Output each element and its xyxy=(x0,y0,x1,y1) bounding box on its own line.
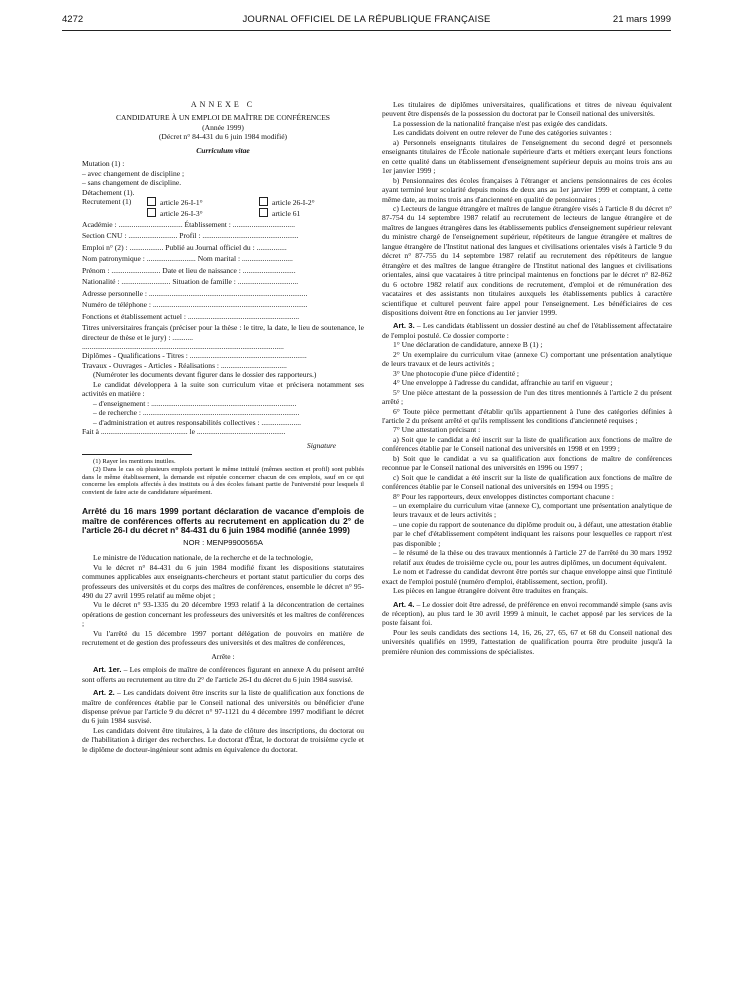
signature-label: Signature xyxy=(306,440,336,450)
visa-paragraph: Vu l'arrêté du 15 décembre 1997 portant délégation de pouvoirs en matière de recrutement et de gestion des professeurs des universités et des maîtres de conférences, xyxy=(82,628,364,648)
form-year: (Année 1999) xyxy=(202,122,244,132)
arrete-title: Arrêté du 16 mars 1999 portant déclaration de vacance d'emplois de maître de conférences offerts au recrutement en application du 2° de l'article 26-I du décret n° 84-431 du 6 juin 1984 modifié (année 1999) xyxy=(82,505,364,536)
paragraph: Les pièces en langue étrangère doivent être traduites en français. xyxy=(393,586,588,596)
category-b: b) Pensionnaires des écoles françaises à l'étranger et anciens pensionnaires de ces écoles ayant terminé leur scolarité depuis moins de deux ans au 1er janvier 1999 et comptant, à cette même date, au moins trois ans d'ancienneté en qualité de pensionnaires ; xyxy=(382,175,672,204)
form-field: Prénom : .......................... Date et lieu de naissance : ............................ xyxy=(82,265,296,275)
footnote-rule xyxy=(82,454,192,455)
page-number: 4272 xyxy=(62,14,84,25)
article-text: – Les emplois de maître de conférences figurant en annexe A du présent arrêté sont offerts au recrutement au titre du 2° de l'article 26-I du décret du 6 juin 1984 susvisé. xyxy=(82,665,364,684)
paragraph: Les candidats doivent en outre relever de l'une des catégories suivantes : xyxy=(393,128,612,138)
form-line: – sans changement de discipline. xyxy=(82,178,182,188)
dossier-item: 6° Toute pièce permettant d'établir qu'ils appartiennent à l'une des catégories définies à l'article 2 du présent arrêté et qu'ils remplissent les conditions d'ancienneté requises ; xyxy=(382,406,672,425)
article-2 xyxy=(82,688,364,726)
candidat-text: Le candidat développera à la suite son curriculum vitae et précisera notamment ses activités en matière : xyxy=(82,379,364,399)
activite-line: – d'enseignement : ............................................................................. xyxy=(93,398,297,408)
mutation-block xyxy=(82,159,364,197)
dossier-item: a) Soit que le candidat a été inscrit sur la liste de qualification aux fonctions de maître de conférences établie par le Conseil national des universités en 1998 et en 1999 ; xyxy=(382,434,672,454)
form-field: Académie : .................................. Établissement : ................................. xyxy=(82,219,295,229)
form-field: Section CNU : .......................... Profil : ................................................... xyxy=(82,231,299,241)
dossier-item: 4° Une enveloppe à l'adresse du candidat, affranchie au tarif en vigueur ; xyxy=(393,378,613,388)
checkbox[interactable] xyxy=(259,197,268,206)
dossier-item: 1° Une déclaration de candidature, annexe B (1) ; xyxy=(393,340,543,350)
dossier-item: c) Soit que le candidat a été inscrit sur la liste de qualification aux fonctions de maître de conférences établie par le Conseil national des universités en 1994 ou 1995 ; xyxy=(382,472,672,492)
left-column xyxy=(82,100,364,754)
form-field: Nationalité : .......................... Situation de famille : ................................ xyxy=(82,277,299,287)
paragraph: Les titulaires de diplômes universitaires, qualifications et titres de niveau équivalent peuvent être dispensés de la possession du doctorat par le Conseil national des universités. xyxy=(382,100,672,119)
checkbox[interactable] xyxy=(147,208,156,217)
form-decret: (Décret n° 84-431 du 6 juin 1984 modifié) xyxy=(158,132,288,142)
form-field: Emploi n° (2) : .................. Publié au Journal officiel du : ................ xyxy=(82,242,287,252)
checkbox-label: article 26-I-1° xyxy=(160,198,203,208)
dossier-item: 8° Pour les rapporteurs, deux enveloppes distinctes comportant chacune : xyxy=(393,491,614,501)
numeroter-note: (Numéroter les documents devant figurer dans le dossier des rapporteurs.) xyxy=(93,370,317,380)
article-label: Art. 1er. xyxy=(93,665,122,675)
activite-line: – de recherche : ................................................................................... xyxy=(93,408,300,418)
article-text: – Les candidats doivent être inscrits sur la liste de qualification aux fonctions de maître de conférences établie par le Conseil national des universités ou bénéficier d'une dispense prévue par l'article 9 du décret n° 97-1121 du 4 décembre 1997 modifiant le décret du 6 juin 1984 susvisé. xyxy=(82,688,364,726)
checkbox[interactable] xyxy=(147,197,156,206)
nor-reference: NOR : MENP9900565A xyxy=(183,537,263,547)
issue-date: 21 mars 1999 xyxy=(612,14,671,25)
checkbox-label: article 61 xyxy=(272,208,301,218)
recrutement-row-2 xyxy=(82,208,364,218)
travaux-field: Travaux - Ouvrages - Articles - Réalisations : ................................... xyxy=(82,360,287,370)
form-field: Numéro de téléphone : .................................................................................. xyxy=(82,300,308,310)
titres-field: Titres universitaires français (préciser pour la thèse : le titre, la date, le lieu de soutenance, le directeur de thèse et le jury) : ........... xyxy=(82,323,364,342)
journal-title: JOURNAL OFFICIEL DE LA RÉPUBLIQUE FRANÇAISE xyxy=(242,14,491,25)
titres-dots: ........................................................................................................... xyxy=(82,341,284,351)
dossier-item: 7° Une attestation précisant : xyxy=(393,425,481,435)
category-a: a) Personnels enseignants titulaires de l'enseignement du second degré et personnels enseignants titulaires de l'École nationale supérieure d'arts et métiers exerçant leurs fonctions en cette qualité dans un établissement d'enseignement supérieur depuis au moins trois ans au 1er janvier 1999 ; xyxy=(382,137,672,176)
dash-item: – le résumé de la thèse ou des travaux mentionnés à l'article 27 de l'arrêté du 30 mars 1992 relatif aux études de troisième cycle ou, pour les autres diplômes, un document équivalent. xyxy=(393,548,672,567)
header-rule xyxy=(62,30,671,31)
visa-paragraph: Vu le décret n° 84-431 du 6 juin 1984 modifié fixant les dispositions statutaires communes applicables aux enseignants-chercheurs et portant statut particulier du corps des professeurs des universités et du corps des maîtres de conférences, ensemble le décret n° 95-490 du 27 avril 1995 relatif au même objet ; xyxy=(82,562,364,600)
visa-paragraph: Vu le décret n° 93-1335 du 20 décembre 1993 relatif à la déconcentration de certaines opérations de gestion concernant les professeurs des universités et les maîtres de conférences ; xyxy=(82,600,364,629)
dossier-item: 5° Une pièce attestant de la possession de l'un des titres mentionnés à l'article 2 du présent arrêté ; xyxy=(382,387,672,407)
fait-line: Fait à .............................................. le ............................................... xyxy=(82,427,286,437)
article-2-paragraph: Les candidats doivent être titulaires, à la date de clôture des inscriptions, du doctorat ou de l'habilitation à diriger des recherches. Le doctorat d'État, le doctorat de troisième cycle et le diplôme de docteur-ingénieur sont admis en équivalence du doctorat. xyxy=(82,725,364,754)
form-line: Mutation (1) : xyxy=(82,159,125,169)
form-field: Nom patronymique : .......................... Nom marital : ........................... xyxy=(82,254,293,264)
checkbox-label: article 26-I-3° xyxy=(160,208,203,218)
cv-heading: Curriculum vitae xyxy=(196,145,250,155)
annexe-heading: ANNEXE C xyxy=(190,100,256,109)
right-column xyxy=(382,100,672,656)
article-1 xyxy=(82,665,364,684)
category-c: c) Lecteurs de langue étrangère et maîtres de langue étrangère visés à l'article 8 du décret n° 87-754 du 14 septembre 1987 relatif au recrutement de lecteurs de langue étrangère et de maîtres de langues étrangères dans les établissements publics d'enseignement supérieur relevant du ministre chargé de l'enseignement supérieur, répétiteurs de langue étrangère et maîtres de langue étrangère de l'Institut national des langues et civilisations orientales visés à l'article 9 du décret n° 87-755 du 14 septembre 1987 relatif au recrutement des répétiteurs de langue étrangère et des maîtres de langue étrangère de l'Institut national des langues et civilisations orientales, ainsi que vacataires à titre principal maintenus en fonctions par le décret n° 82-862 du 6 octobre 1982 relatif aux conditions de recrutement, d'emploi et de rémunération des vacataires et des assistants non titulaires auxquels les établissements publics à caractère scientifique et culturel peuvent faire appel pour l'enseignement. Les bénéficiaires de ces dispositions doivent être en fonctions au 1er janvier 1999. xyxy=(382,203,672,317)
activite-line: – d'administration et autres responsabilités collectives : ..................... xyxy=(93,417,302,427)
form-field: Fonctions et établissement actuel : ........................................................... xyxy=(82,311,300,321)
article-label: Art. 4. xyxy=(393,599,415,609)
recrutement-row xyxy=(82,197,364,207)
dash-item: – un exemplaire du curriculum vitae (annexe C), comportant une présentation analytique de leurs travaux et de leurs activités ; xyxy=(393,501,672,520)
article-label: Art. 3. xyxy=(393,321,415,331)
article-text: – Le dossier doit être adressé, de préférence en envoi recommandé simple (sans avis de réception), au plus tard le 30 avril 1999 à minuit, le cachet apposé par les services de la poste faisant foi. xyxy=(382,599,672,628)
footnote: (2) Dans le cas où plusieurs emplois portant le même intitulé (mêmes section et profil) sont publiés dans le même établissement, la demande est réputée concerner chacun de ces emplois, sauf en ce qui concerne les emplois affectés à des instituts ou à des écoles faisant partie de l'université pour lesquels il convient de faire acte de candidature séparément. xyxy=(82,465,364,497)
dossier-item: 3° Une photocopie d'une pièce d'identité ; xyxy=(393,368,520,378)
paragraph: La possession de la nationalité française n'est pas exigée des candidats. xyxy=(393,118,608,128)
arrete-heading: Arrête : xyxy=(211,651,235,661)
visa-paragraph: Le ministre de l'éducation nationale, de la recherche et de la technologie, xyxy=(93,553,313,563)
paragraph: Le nom et l'adresse du candidat devront être portés sur chaque enveloppe ainsi que l'intitulé exact de l'emploi postulé (numéro d'emploi, établissement, section, profil). xyxy=(382,567,672,586)
checkbox[interactable] xyxy=(259,208,268,217)
dossier-item: 2° Un exemplaire du curriculum vitae (annexe C) comportant une présentation analytique de leurs travaux et de leurs activités ; xyxy=(382,349,672,369)
article-label: Art. 2. xyxy=(93,688,115,698)
form-line: Détachement (1). xyxy=(82,187,135,197)
dossier-item: b) Soit que le candidat a vu sa qualification aux fonctions de maître de conférences reconnue par le Conseil national des universités en 1996 ou 1997 ; xyxy=(382,453,672,473)
article-4 xyxy=(382,600,672,628)
paragraph: Pour les seuls candidats des sections 14, 16, 26, 27, 65, 67 et 68 du Conseil national des universités qualifiés en 1999, l'attestation de qualification pourra être produite jusqu'à la première réunion des commissions de spécialistes. xyxy=(382,627,672,656)
article-text: – Les candidats établissent un dossier destiné au chef de l'établissement affectataire de l'emploi postulé. Ce dossier comporte : xyxy=(382,321,672,340)
footnote: (1) Rayer les mentions inutiles. xyxy=(93,457,176,465)
form-line: – avec changement de discipline ; xyxy=(82,168,185,178)
form-title: CANDIDATURE À UN EMPLOI DE MAÎTRE DE CONFÉRENCES xyxy=(115,113,331,123)
article-3 xyxy=(382,321,672,340)
dash-item: – une copie du rapport de soutenance du diplôme produit ou, à défaut, une attestation établie par le chef d'établissement compétent indiquant les raisons pour lesquelles ce rapport n'est pas disponible ; xyxy=(393,519,672,548)
page-header xyxy=(62,14,671,28)
diplomes-field: Diplômes - Qualifications - Titres : .............................................................. xyxy=(82,351,307,361)
form-fields xyxy=(82,220,364,323)
recrutement-label: Recrutement (1) xyxy=(82,197,132,207)
checkbox-label: article 26-I-2° xyxy=(272,198,315,208)
form-field: Adresse personnelle : .................................................................................... xyxy=(82,288,308,298)
